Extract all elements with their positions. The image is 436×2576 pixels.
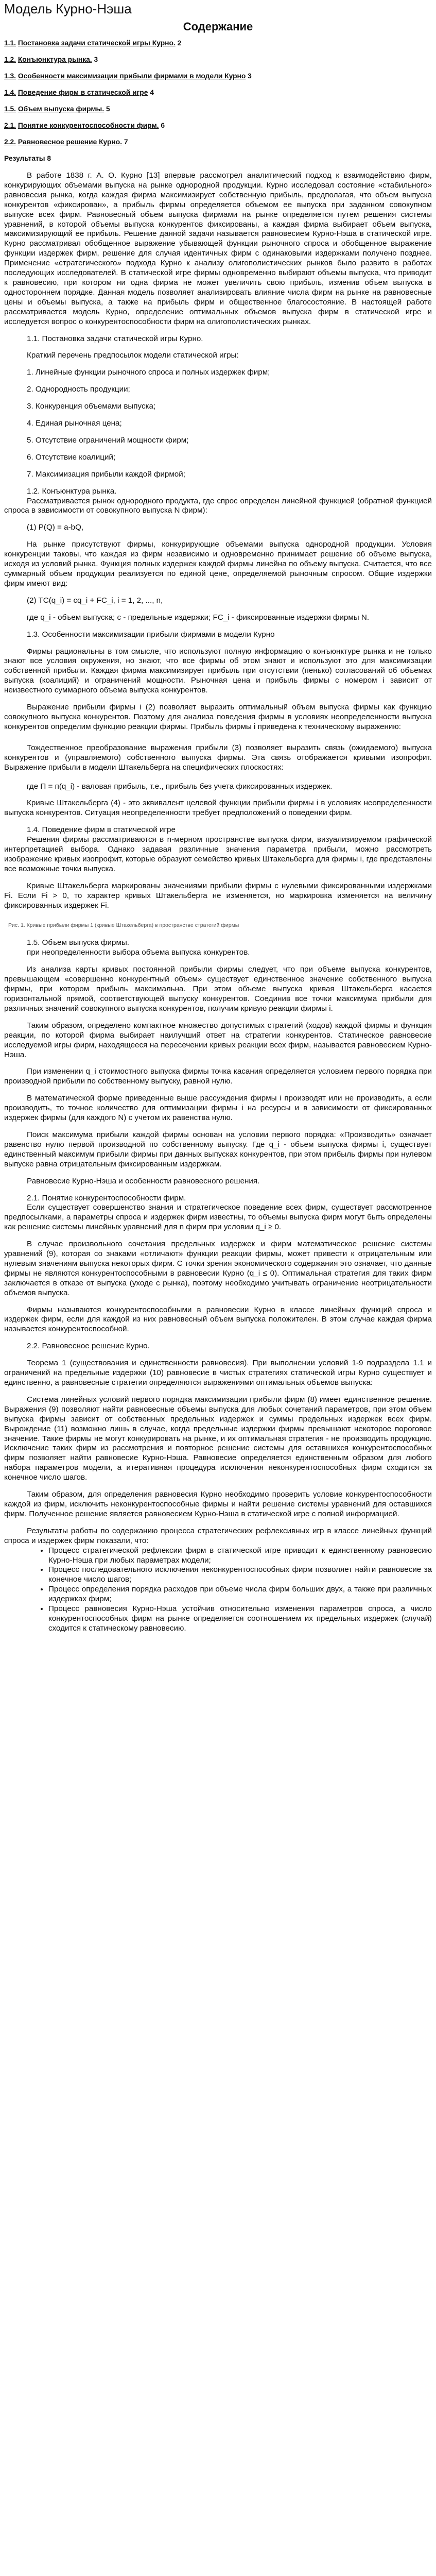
results-list-item: • Процесс определения порядка расходов при объеме числа фирм больших двух, а также при различных издержках фирм; <box>48 1585 432 1604</box>
volume-paragraph-1: Из анализа карты кривых постоянной прибыли фирмы следует, что при объеме выпуска конкурентов, превышающем «совершенно конкурентный объем» существует единственное значение собственного выпуска фирмы, при котором прибыль максимальна. При этом объеме выпуска кривая Штакельберга касается горизонтальной прямой, соответствующей выпуску конкурентов. Соединив все точки максимума прибыли для различных значений совокупного выпуска конкурентов, получим кривую реакции фирмы i. <box>4 965 432 1013</box>
equation-2-note: где q_i - объем выпуска; c - предельные издержки; FC_i - фиксированные издержки фирмы N. <box>27 613 370 622</box>
toc-link[interactable]: 1.5. <box>4 105 16 113</box>
toc-item-results[interactable] <box>4 154 432 163</box>
equilibrium-paragraph-2: Система линейных условий первого порядка максимизации прибыли фирм (8) имеет единственное решение. Выражения (9) позволяют найти равновесные объемы выпуска для любых сочетаний параметров, при этом объем выпуска фирмы зависит от собственных предельных издержек и суммы предельных издержек всех фирм. Вырождение (11) возможно лишь в случае, когда предельные издержки фирмы превышают некоторое пороговое значение. Такие фирмы не могут конкурировать на рынке, и их оптимальная стратегия - не производить продукцию. Исключение таких фирм из рассмотрения и повторное решение системы для оставшихся конкурентоспособных фирм позволяет найти равновесие Курно-Нэша. Равновесие определяется единственным образом для любого набора параметров модели, а итеративная процедура исключения неконкурентоспособных фирм сходится за конечное число шагов. <box>4 1395 432 1482</box>
toc-link-text[interactable]: Конъюнктура рынка. <box>18 56 92 63</box>
toc-link[interactable]: 1.3. <box>4 72 16 80</box>
competitiveness-paragraph-1: Если существует совершенство знания и стратегическое поведение всех фирм, существует рассмотренное предпосылками, а параметры спроса и издержек фирм известны, то объемы выпуска фирм могут быть определены как решение системы линейных уравнений для n фирм при условии q_i ≥ 0. <box>4 1203 432 1232</box>
toc-page-number: 3 <box>94 56 98 63</box>
toc-item[interactable] <box>4 121 432 130</box>
competitiveness-paragraph-3: Фирмы называются конкурентоспособными в равновесии Курно в классе линейных функций спроса и издержек фирм, если для каждой из них равновесный объем выпуска положителен. В этом случае каждая фирма называется конкурентоспособной. <box>4 1305 432 1334</box>
profit-paragraph-3: Тождественное преобразование выражения прибыли (3) позволяет выразить связь (ожидаемого) выпуска конкурентов и (управляемого) собственного выпуска фирмы. Эта связь отображается кривыми изопрофит. Выражение прибыли в модели Штакельберга на специфических плоскостях: <box>4 743 432 772</box>
toc-link-text[interactable]: Объем выпуска фирмы. <box>18 105 104 113</box>
toc-item[interactable] <box>4 138 432 146</box>
results-list-item: • Процесс последовательного исключения неконкурентоспособных фирм позволяет найти равновесие за конечное число шагов; <box>48 1565 432 1585</box>
volume-paragraph-2: Таким образом, определено компактное множество допустимых стратегий (ходов) каждой фирмы и функция реакции, по которой фирма выбирает наилучший ответ на стратегии конкурентов. Статическое равновесие исследуемой игры фирм, находящееся на пересечении кривых реакции всех фирм, называется равновесием Курно-Нэша. <box>4 1021 432 1059</box>
toc-link[interactable]: 1.4. <box>4 89 16 96</box>
toc-link-text[interactable]: Постановка задачи статической игры Курно. <box>18 39 176 47</box>
figure-caption: Рис. 1. Кривые прибыли фирмы 1 (кривые Штакельберга) в пространстве стратегий фирмы <box>8 922 239 929</box>
assumptions-list <box>4 368 432 486</box>
toc-page-number: 7 <box>124 138 128 146</box>
results-list <box>4 1546 432 1634</box>
toc-link-text[interactable]: Равновесное решение Курно. <box>18 138 123 146</box>
toc-item[interactable] <box>4 105 432 113</box>
volume-paragraph-4: В математической форме приведенные выше рассуждения фирмы i производят или не производить, а если производить, то точное количество для оптимизации фирмы i на ресурсы и в зависимости от фиксированных издержек фирмы (для каждого N) с учетом их равенства нулю. <box>4 1094 432 1123</box>
assumption-item: 4. Единая рыночная цена; <box>27 419 122 428</box>
toc-heading: Содержание <box>183 20 253 33</box>
toc-link[interactable]: 2.2. <box>4 138 16 146</box>
equilibrium-paragraph-3: Таким образом, для определения равновесия Курно необходимо проверить условие конкурентоспособности каждой из фирм, исключить неконкурентоспособные фирмы и найти решение системы уравнений для оставшихся фирм. Полученное решение является равновесием Курно-Нэша в статической игре с полной информацией. <box>4 1490 432 1518</box>
volume-paragraph-5: Поиск максимума прибыли каждой фирмы основан на условии первого порядка: «Производить» означает равенство нулю первой производной по собственному выпуску. Где q_i - объем выпуска фирмы i, существует единственный максимум прибыли фирмы при данных выпусках конкурентов, при этом прибыль фирмы при нулевом выпуске равна отрицательным фиксированным издержкам. <box>4 1130 432 1168</box>
assumption-item: 5. Отсутствие ограничений мощности фирм; <box>27 435 189 445</box>
toc-link[interactable]: 2.1. <box>4 122 16 129</box>
profit-paragraph-2: Выражение прибыли фирмы i (2) позволяет выразить оптимальный объем выпуска фирмы как функцию совокупного выпуска конкурентов. Поэтому для анализа поведения фирмы в условиях неопределенности выпуска конкурентов определим функцию реакции фирмы. Прибыль фирмы i приведена к техническому выражению: <box>4 703 432 731</box>
behaviour-paragraph-1: Решения фирмы рассматриваются в n-мерном пространстве выпуска фирм, визуализируемом графической интерпретацией выбора. Однако задавая различные значения параметра прибыли, можно рассмотреть изображение кривых изопрофит, которые образуют семейство кривых Штакельберга для фирмы i, где представлены все возможные точки выпуска. <box>4 835 432 873</box>
equation-2: (2) TC(q_i) = cq_i + FC_i, i = 1, 2, ..., n, <box>27 596 163 605</box>
results-intro: Результаты работы по содержанию процесса стратегических рефлексивных игр в классе линейных функций спроса и издержек фирм показали, что: <box>4 1526 432 1545</box>
intro-paragraph: В работе 1838 г. А. О. Курно [13] впервые рассмотрел аналитический подход к взаимодействию фирм, конкурирующих объемами выпуска на рынке однородной продукции. Курно исследовал состояние «стабильного» равновесия рынка, когда каждая фирма максимизирует собственную прибыль, предполагая, что объем выпуска конкурентов «фиксирован», а прибыль фирмы определяется объемом ее выпуска при заданном совокупном выпуске всех фирм. Равновесный объем выпуска фирмами на рынке определяется путем решения системы уравнений, в которой объемы выпуска конкурентов фиксированы, а каждая фирма выбирает объем выпуска, максимизирующий ее прибыль. Решение данной задачи называется равновесием Курно-Нэша в статической игре. Курно рассматривал обобщенное выражение убывающей функции рыночного спроса и обобщенное выражение функции издержек фирм, решение для случая идентичных фирм с одинаковыми издержками получено позднее. Применение «стратегического» подхода Курно к анализу олигополистических рынков было развито в работах последующих исследователей. В статической игре фирмы одновременно выбирают объемы выпуска, что приводит к равновесию, при котором ни одна фирма не может увеличить свою прибыль, изменив объем выпуска в одностороннем порядке. Данная модель позволяет анализировать влияние числа фирм на рынке на равновесные цены и объемы выпуска, а также на прибыль фирм и общественное благосостояние. В настоящей работе рассматривается модель Курно, определение оптимальных объемов выпуска фирм в статической игре и исследуется вопрос о конкурентоспособности фирм на олигополистических рынках. <box>4 171 432 326</box>
section-2-1-heading: 2.1. Понятие конкурентоспособности фирм. <box>27 1193 186 1202</box>
toc-item[interactable] <box>4 55 432 64</box>
toc-page-number: 6 <box>161 122 165 129</box>
toc-link[interactable]: 1.1. <box>4 39 16 47</box>
assumption-item: 1. Линейные функции рыночного спроса и полных издержек фирм; <box>27 368 270 377</box>
assumption-item: 6. Отсутствие коалиций; <box>27 452 116 462</box>
market-paragraph-2: На рынке присутствуют фирмы, конкурирующие объемами выпуска однородной продукции. Условия конкуренции таковы, что каждая из фирм независимо и одновременно принимает решение об объеме выпуска, исходя из условий рынка. Функция полных издержек каждой фирмы линейна по объему выпуска. Считается, что все суммарный объем продукции реализуется по единой цене, определяемой рыночным спросом. Общие издержки фирм имеют вид: <box>4 540 432 588</box>
toc-page-number: 3 <box>248 72 252 80</box>
market-paragraph-1: Рассматривается рынок однородного продукта, где спрос определен линейной функцией (обратной функцией спроса в зависимости от совокупного выпуска N фирм): <box>4 496 432 515</box>
section-1-2-heading: 1.2. Конъюнктура рынка. <box>27 486 117 496</box>
toc-item[interactable] <box>4 39 432 47</box>
toc-link[interactable]: 1.2. <box>4 56 16 63</box>
toc-page-number: 2 <box>177 39 182 47</box>
toc-results-link[interactable]: Результаты <box>4 155 45 162</box>
toc-item[interactable] <box>4 88 432 97</box>
competitiveness-paragraph-2: В случае произвольного сочетания предельных издержек и фирм математическое решение системы уравнений (9), которая со знаками «отличают» функции реакции фирмы, может привести к отрицательным или нулевым значениям выпуска некоторых фирм. С точки зрения экономического содержания это означает, что данные фирмы не являются конкурентоспособными в равновесии Курно (q_i ≤ 0). Оптимальная стратегия для таких фирм заключается в отказе от выпуска (уходе с рынка), поэтому необходимо учитывать ограничение неотрицательности объемов выпуска. <box>4 1240 432 1297</box>
toc-page-number: 5 <box>106 105 110 113</box>
toc-link-text[interactable]: Особенности максимизации прибыли фирмами в модели Курно <box>18 72 246 80</box>
volume-paragraph-0: при неопределенности выбора объема выпуска конкурентов. <box>27 948 250 957</box>
toc-link-text[interactable]: Поведение фирм в статической игре <box>18 89 148 96</box>
section-1-4-heading: 1.4. Поведение фирм в статической игре <box>27 825 176 835</box>
section-1-5-heading: 1.5. Объем выпуска фирмы. <box>27 938 130 947</box>
behaviour-paragraph-2: Кривые Штакельберга маркированы значениями прибыли фирмы с нулевыми фиксированными издержками Fi. Если Fi > 0, то характер кривых Штакельберга не изменяется, но маркировка изменяется на величину фиксированных издержек Fi. <box>4 881 432 910</box>
equation-4-note: где П = п(q_i) - валовая прибыль, т.е., прибыль без учета фиксированных издержек. <box>27 782 333 791</box>
assumption-item: 2. Однородность продукции; <box>27 385 130 394</box>
equilibrium-intro: Равновесие Курно-Нэша и особенности равновесного решения. <box>27 1176 260 1185</box>
toc-results-page: 8 <box>47 155 51 162</box>
assumptions-intro: Краткий перечень предпосылок модели статической игры: <box>27 351 239 360</box>
section-1-3-heading: 1.3. Особенности максимизации прибыли фирмами в модели Курно <box>27 630 275 639</box>
equilibrium-paragraph-1: Теорема 1 (существования и единственности равновесия). При выполнении условий 1-9 подраздела 1.1 и ограничений на предельные издержки (10) равновесие в чистых стратегиях статической игры Курно существует и единственно, а равновесные стратегии определяются выражениями оптимальных объемов выпуска: <box>4 1359 432 1387</box>
section-1-1-heading: 1.1. Постановка задачи статической игры Курно. <box>27 334 203 343</box>
document-title: Модель Курно-Нэша <box>4 1 132 16</box>
toc-link-text[interactable]: Понятие конкурентоспособности фирм. <box>18 122 159 129</box>
results-list-item: • Процесс равновесия Курно-Нэша устойчив относительно изменения параметров спроса, а число конкурентоспособных фирм на рынке определяется соотношением их предельных издержек (случай) сходится к статическому равновесию. <box>48 1604 432 1634</box>
equation-1: (1) P(Q) = a-bQ, <box>27 523 84 532</box>
profit-paragraph-4: Кривые Штакельберга (4) - это эквивалент целевой функции прибыли фирмы i в условиях неопределенности выпуска конкурентов. Ситуация неопределенности требует предположений о поведении фирм. <box>4 799 432 818</box>
results-list-item: • Процесс стратегической рефлексии фирм в статической игре приводит к единственному равновесию Курно-Нэша при любых параметрах модели; <box>48 1546 432 1566</box>
toc-page-number: 4 <box>150 89 154 96</box>
assumption-item: 3. Конкуренция объемами выпуска; <box>27 402 156 411</box>
assumption-item: 7. Максимизация прибыли каждой фирмой; <box>27 469 185 479</box>
profit-paragraph-1: Фирмы рациональны в том смысле, что используют полную информацию о конъюнктуре рынка и не только знают все условия окружения, но знают, что все фирмы об этом знают и используют это для максимизации собственной прибыли. Каждая фирма максимизирует прибыль при отсутствии (пенько) согласований об объемах выпуска (коалиций) и ограничений мощности. Рыночная цена и прибыль фирмы с номером i зависит от неизвестного суммарного объема выпуска конкурентов. <box>4 647 432 695</box>
table-of-contents <box>4 39 432 146</box>
toc-item[interactable] <box>4 72 432 80</box>
section-2-2-heading: 2.2. Равновесное решение Курно. <box>27 1342 150 1351</box>
volume-paragraph-3: При изменении q_i стоимостного выпуска фирмы точка касания определяется условием первого порядка при производной прибыли по собственному выпуску, равной нулю. <box>4 1067 432 1086</box>
